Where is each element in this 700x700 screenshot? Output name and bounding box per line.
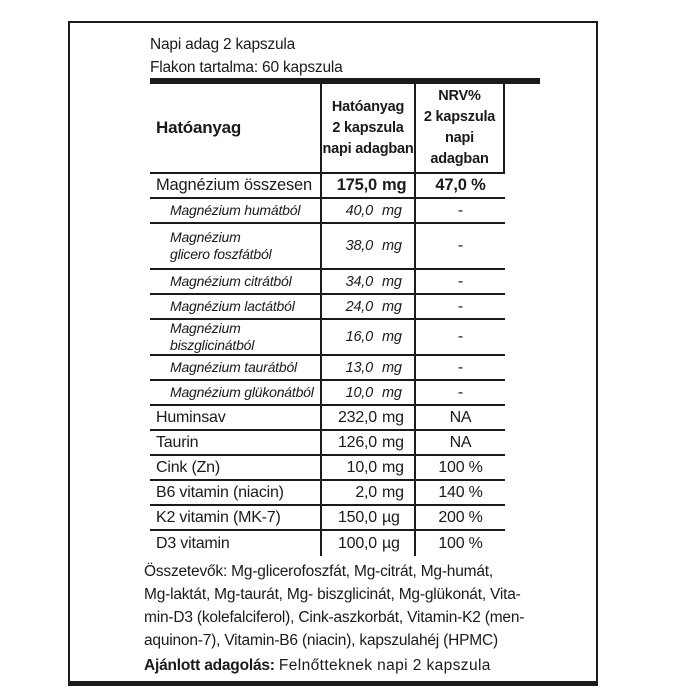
amount-value: 10,0 [346, 458, 377, 476]
ingredient-name: Magnézium humátból [170, 202, 301, 218]
amount-unit: mg [382, 483, 404, 501]
col-header-amount-line: Hatóanyag [331, 98, 405, 115]
ingredient-name: Cink (Zn) [156, 459, 220, 476]
dosage-recommendation [144, 654, 524, 677]
ingredient-name: K2 vitamin (MK-7) [156, 509, 281, 526]
ingredient-amount [320, 381, 414, 404]
ingredient-name: D3 vitamin [156, 535, 230, 552]
ingredient-nrv: - [414, 381, 505, 404]
col-header-nrv-line: 2 kapszula [423, 109, 496, 125]
ingredient-amount [320, 506, 414, 529]
col-header-nrv-line: NRV% [438, 88, 481, 104]
ingredient-name: B6 vitamin (niacin) [156, 484, 284, 501]
amount-value: 126,0 [337, 433, 377, 451]
table-row [150, 381, 505, 406]
ingredient-nrv: 200 % [414, 506, 505, 529]
ingredient-nrv: 100 % [414, 531, 505, 556]
ingredient-amount [320, 406, 414, 429]
amount-unit: mg [382, 408, 404, 426]
amount-value: 232,0 [337, 408, 377, 426]
ingredient-nrv: - [414, 270, 505, 293]
ingredient-nrv: - [414, 320, 505, 354]
col-header-amount-line: 2 kapszula [332, 119, 404, 136]
table-row [150, 199, 505, 224]
amount-unit: µg [382, 508, 400, 526]
amount-unit: mg [382, 458, 404, 476]
amount-value: 150,0 [337, 508, 377, 526]
amount-unit: mg [382, 298, 402, 315]
amount-value: 100,0 [337, 534, 377, 552]
table-body [150, 174, 505, 556]
amount-value: 40,0 [345, 202, 373, 219]
ingredient-nrv: 100 % [414, 456, 505, 479]
ingredient-amount [320, 456, 414, 479]
ingredient-amount [320, 356, 414, 379]
table-row [150, 295, 505, 320]
table-row [150, 506, 505, 531]
ingredient-amount [320, 295, 414, 318]
amount-value: 10,0 [345, 384, 373, 401]
amount-unit: µg [382, 534, 400, 552]
ingredient-name: Huminsav [156, 409, 226, 426]
col-header-amount-line: napi adagban [322, 140, 414, 157]
ingredient-nrv: - [414, 224, 505, 268]
ingredients-text-line: aquinon-7), Vitamin-B6 (niacin), kapszulahéj (HPMC) [144, 632, 498, 649]
amount-unit: mg [382, 359, 402, 376]
ingredient-nrv: - [414, 295, 505, 318]
amount-unit: mg [382, 273, 402, 290]
amount-value: 24,0 [345, 298, 373, 315]
ingredient-amount [320, 320, 414, 354]
col-header-amount [320, 84, 414, 172]
ingredient-amount [320, 199, 414, 222]
ingredients-text-line: min-D3 (kolefalciferol), Cink-aszkorbát, Vitamin-K2 (men- [144, 609, 525, 626]
ingredient-amount [320, 224, 414, 268]
daily-dose-line: Napi adag 2 kapszula [150, 36, 296, 53]
ingredient-amount [320, 270, 414, 293]
ingredient-nrv: - [414, 199, 505, 222]
ingredient-name: Magnézium összesen [156, 176, 312, 194]
table-row [150, 481, 505, 506]
amount-value: 2,0 [355, 483, 377, 501]
ingredient-nrv: 47,0 % [414, 174, 505, 197]
table-row [150, 174, 505, 199]
amount-unit: mg [382, 238, 402, 254]
col-header-ingredient: Hatóanyag [156, 118, 242, 137]
amount-unit: mg [382, 176, 407, 194]
ingredient-amount [320, 431, 414, 454]
serving-info [150, 33, 343, 79]
ingredient-name: Magnézium citrátból [170, 273, 292, 289]
ingredient-nrv: 140 % [414, 481, 505, 504]
amount-value: 34,0 [345, 273, 373, 290]
amount-value: 175,0 [336, 176, 377, 194]
ingredient-amount [320, 481, 414, 504]
table-row [150, 320, 505, 356]
supplement-label-frame [68, 21, 598, 686]
amount-value: 38,0 [345, 238, 373, 254]
ingredient-name: Magnézium glükonátból [170, 384, 314, 400]
amount-unit: mg [382, 433, 404, 451]
ingredient-name: Magnézium biszglicinátból [170, 320, 255, 353]
table-row [150, 431, 505, 456]
ingredient-name: Magnézium lactátból [170, 298, 295, 314]
amount-value: 16,0 [345, 329, 373, 345]
ingredients-table [150, 84, 505, 556]
amount-unit: mg [382, 384, 402, 401]
amount-value: 13,0 [345, 359, 373, 376]
table-row [150, 224, 505, 270]
table-row [150, 406, 505, 431]
ingredients-footer [144, 560, 524, 677]
ingredient-name: Magnézium taurátból [170, 359, 297, 375]
table-header-row [150, 84, 505, 174]
bottle-content-line: Flakon tartalma: 60 kapszula [150, 59, 343, 76]
ingredient-nrv: - [414, 356, 505, 379]
table-row [150, 456, 505, 481]
ingredient-nrv: NA [414, 406, 505, 429]
dosage-text: Felnőtteknek napi 2 kapszula [278, 657, 491, 674]
table-row [150, 270, 505, 295]
amount-unit: mg [382, 202, 402, 219]
ingredient-name: Magnézium glicero foszfátból [170, 229, 272, 262]
ingredient-nrv: NA [414, 431, 505, 454]
ingredients-text-line: Mg-laktát, Mg-taurát, Mg- biszglicinát, Mg-glükonát, Vita- [144, 586, 521, 603]
ingredient-amount [320, 531, 414, 556]
table-row [150, 356, 505, 381]
ingredient-amount [320, 174, 414, 197]
amount-unit: mg [382, 329, 402, 345]
ingredient-name: Taurin [156, 434, 199, 451]
ingredients-text-line: Összetevők: Mg-glicerofoszfát, Mg-citrát, Mg-humát, [144, 563, 493, 580]
col-header-nrv-line: napi adagban [430, 130, 489, 167]
dosage-label: Ajánlott adagolás: [144, 657, 275, 674]
col-header-nrv [414, 84, 505, 172]
table-row [150, 531, 505, 556]
